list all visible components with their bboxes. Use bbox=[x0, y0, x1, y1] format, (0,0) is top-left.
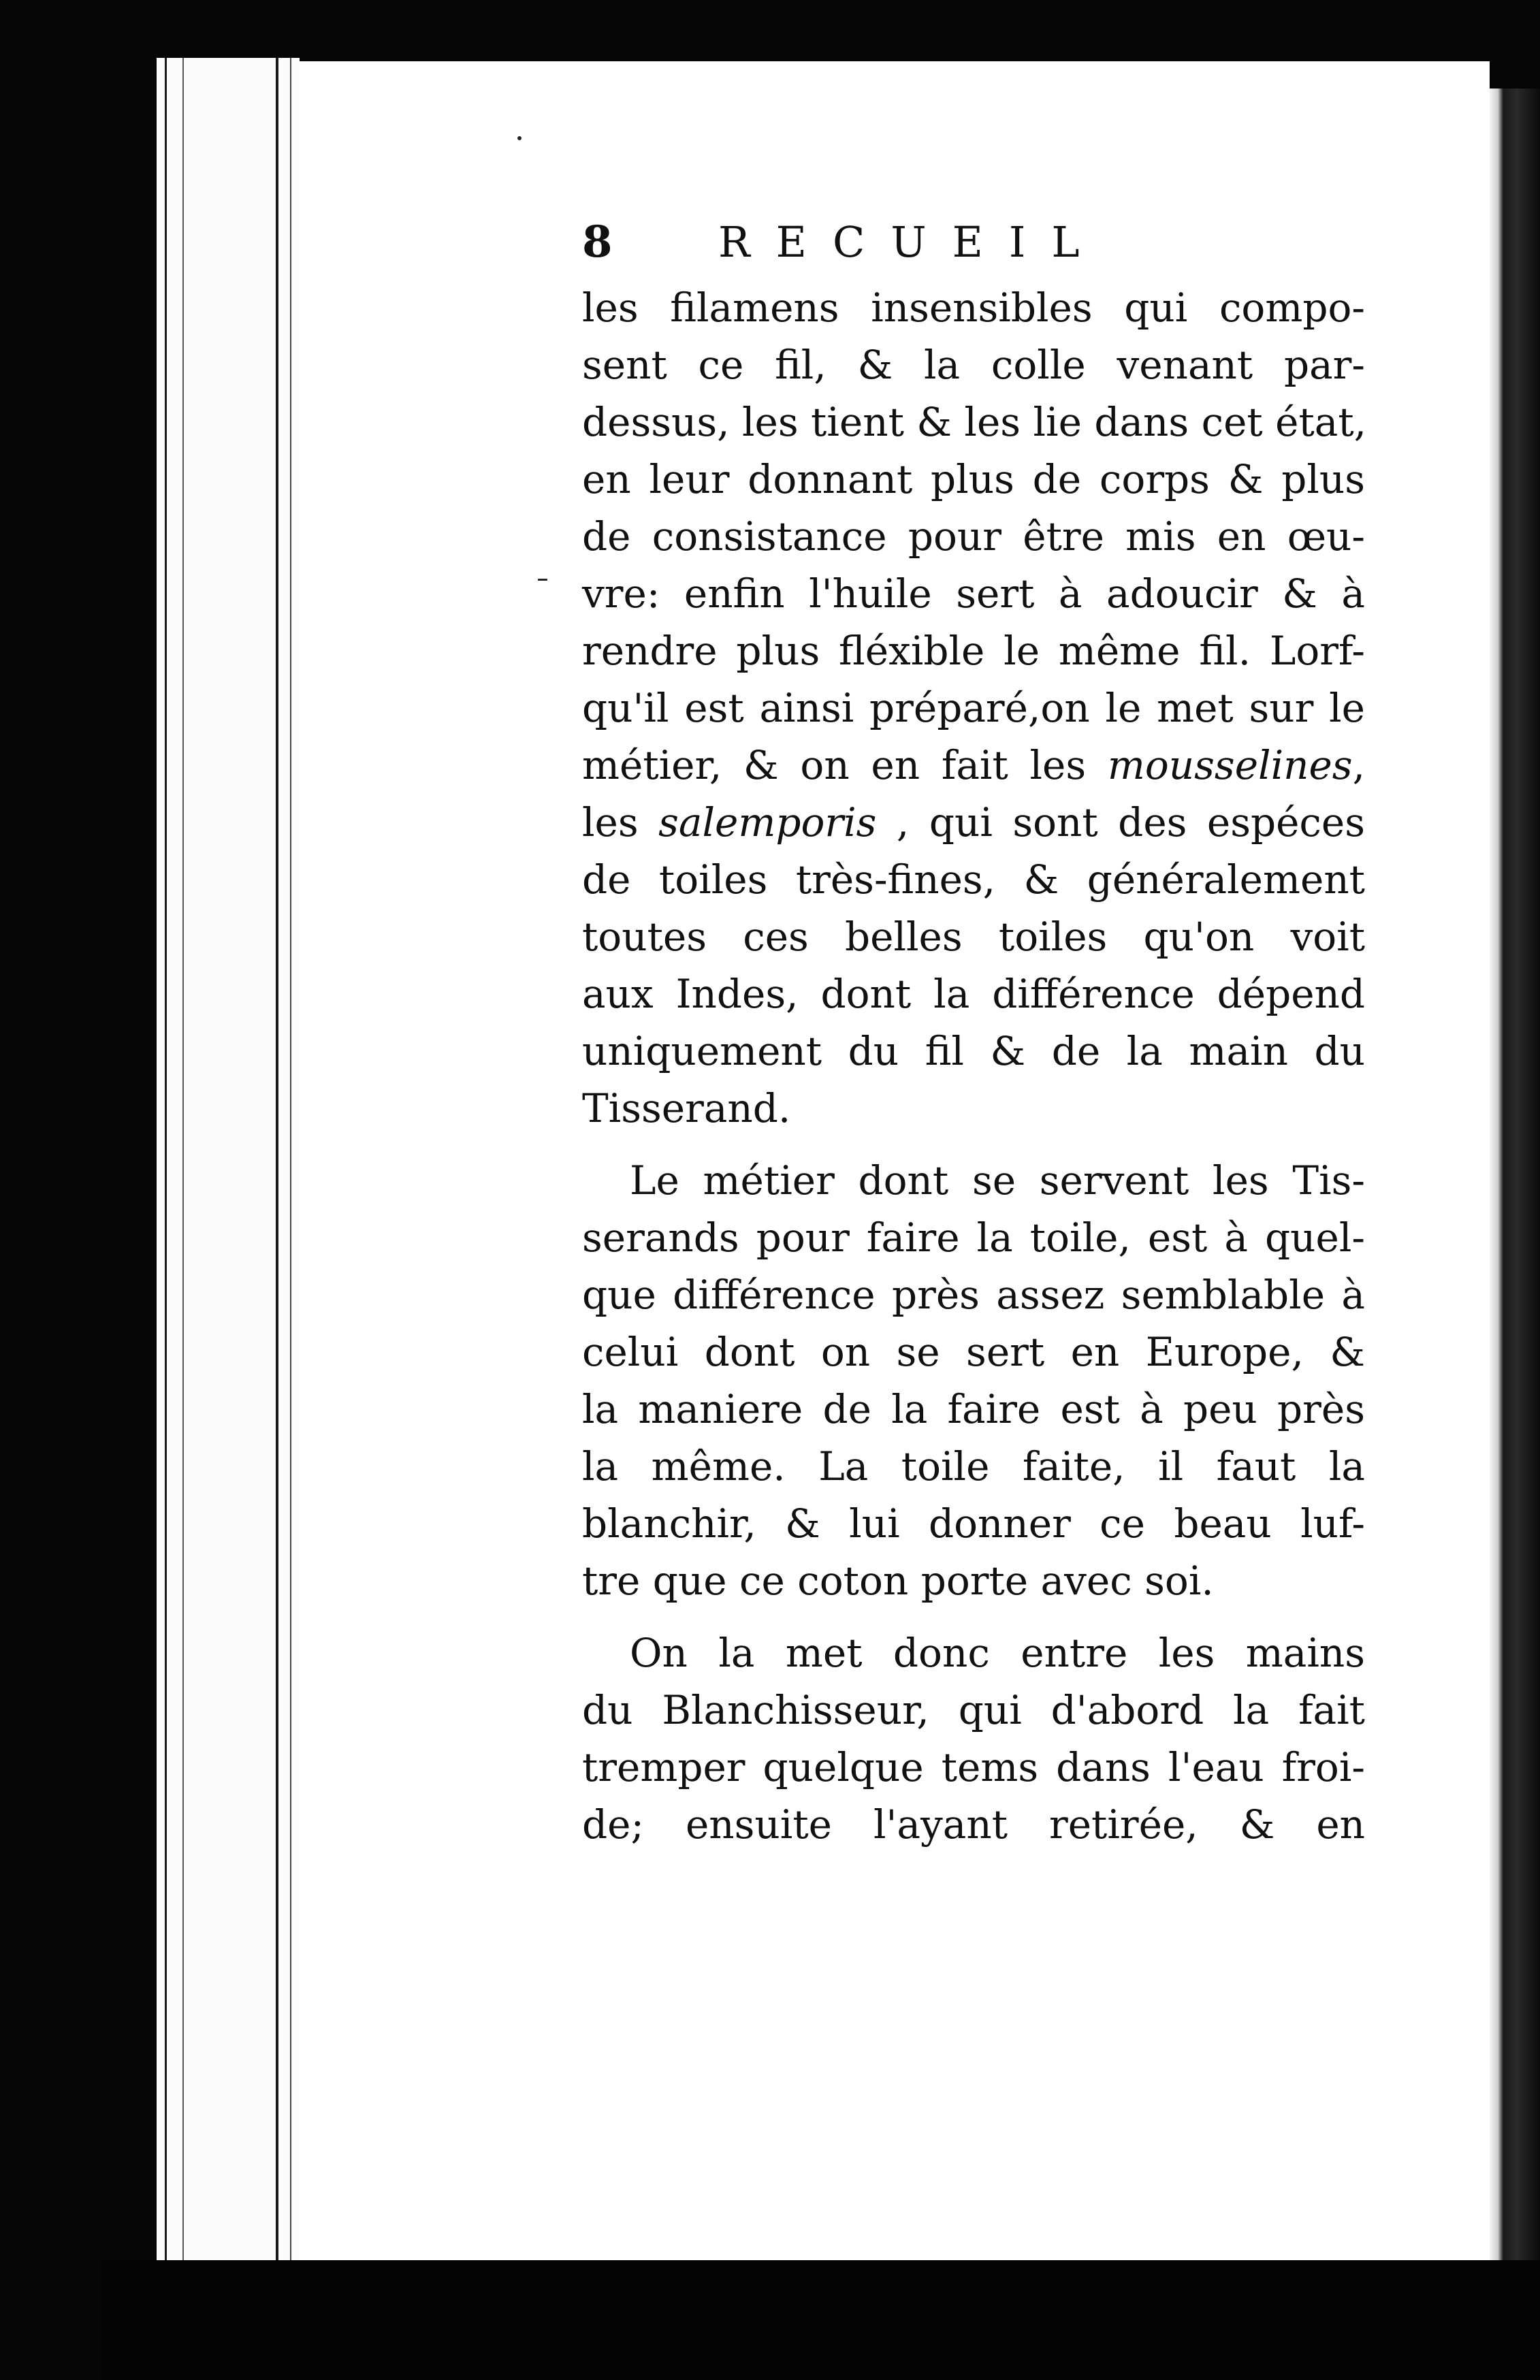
scan-bottom-margin bbox=[102, 2260, 1540, 2380]
page-edges-gutter bbox=[157, 58, 300, 2264]
text-line: de toiles très-fines, & généralement bbox=[582, 856, 1365, 903]
text-line: de consistance pour être mis en œu- bbox=[582, 513, 1365, 560]
text-line bbox=[582, 794, 1365, 851]
text-line: tremper quelque tems dans l'eau froi- bbox=[582, 1744, 1365, 1790]
text-line: tre que ce coton porte avec soi. bbox=[582, 1558, 1214, 1604]
text-line: la même. La toile faite, il faut la bbox=[582, 1443, 1365, 1490]
paragraph bbox=[582, 1152, 1365, 1609]
page-text bbox=[582, 216, 1365, 1853]
text-line: de; ensuite l'ayant retirée, & en bbox=[582, 1801, 1365, 1848]
text-line: On la met donc entre les mains bbox=[630, 1630, 1365, 1676]
text-line: Le métier dont se servent les Tis- bbox=[630, 1157, 1365, 1204]
running-head: RECUEIL bbox=[718, 217, 1106, 267]
paragraph bbox=[582, 279, 1365, 1137]
text-line: la maniere de la faire est à peu près bbox=[582, 1386, 1365, 1432]
text-line: en leur donnant plus de corps & plus bbox=[582, 456, 1365, 502]
page-edge-line bbox=[182, 58, 184, 2264]
text-run: , bbox=[1352, 742, 1365, 788]
text-line: qu'il est ainsi préparé,on le met sur le bbox=[582, 685, 1365, 731]
italic-term: mousselines bbox=[1107, 742, 1353, 788]
page-edge-line bbox=[290, 58, 291, 2264]
text-line: dessus, les tient & les lie dans cet état, bbox=[582, 399, 1367, 445]
text-line: rendre plus fléxible le même fil. Lorf- bbox=[582, 628, 1365, 674]
paper-speck bbox=[517, 136, 522, 140]
text-line: toutes ces belles toiles qu'on voit bbox=[582, 914, 1365, 960]
text-line: serands pour faire la toile, est à quel- bbox=[582, 1215, 1365, 1261]
page-header bbox=[582, 216, 1365, 279]
page-edge-line bbox=[165, 58, 167, 2264]
text-line: celui dont on se sert en Europe, & bbox=[582, 1329, 1365, 1375]
text-line: sent ce fil, & la colle venant par- bbox=[582, 342, 1365, 388]
text-line: blanchir, & lui donner ce beau luf- bbox=[582, 1500, 1365, 1547]
paragraph-gap bbox=[582, 1609, 1365, 1624]
text-line: uniquement du fil & de la main du bbox=[582, 1028, 1365, 1074]
text-run: , qui sont des espéces bbox=[876, 799, 1365, 846]
right-page-edge-shadow bbox=[1490, 89, 1540, 2294]
page-edge-line bbox=[276, 58, 278, 2264]
text-line: les filamens insensibles qui compo- bbox=[582, 285, 1365, 331]
text-line: aux Indes, dont la différence dépend bbox=[582, 971, 1365, 1017]
paper-speck bbox=[538, 579, 547, 581]
page-number: 8 bbox=[582, 216, 613, 268]
text-line bbox=[582, 737, 1365, 794]
text-run: les bbox=[582, 799, 659, 846]
text-line: que différence près assez semblable à bbox=[582, 1272, 1365, 1318]
italic-term: salemporis bbox=[658, 799, 877, 846]
text-run: métier, & on en fait les bbox=[582, 742, 1108, 788]
text-line: du Blanchisseur, qui d'abord la fait bbox=[582, 1687, 1365, 1733]
paragraph-gap bbox=[582, 1137, 1365, 1152]
text-line: vre: enfin l'huile sert à adoucir & à bbox=[582, 570, 1365, 617]
text-line: Tisserand. bbox=[582, 1085, 791, 1131]
paragraph bbox=[582, 1624, 1365, 1853]
